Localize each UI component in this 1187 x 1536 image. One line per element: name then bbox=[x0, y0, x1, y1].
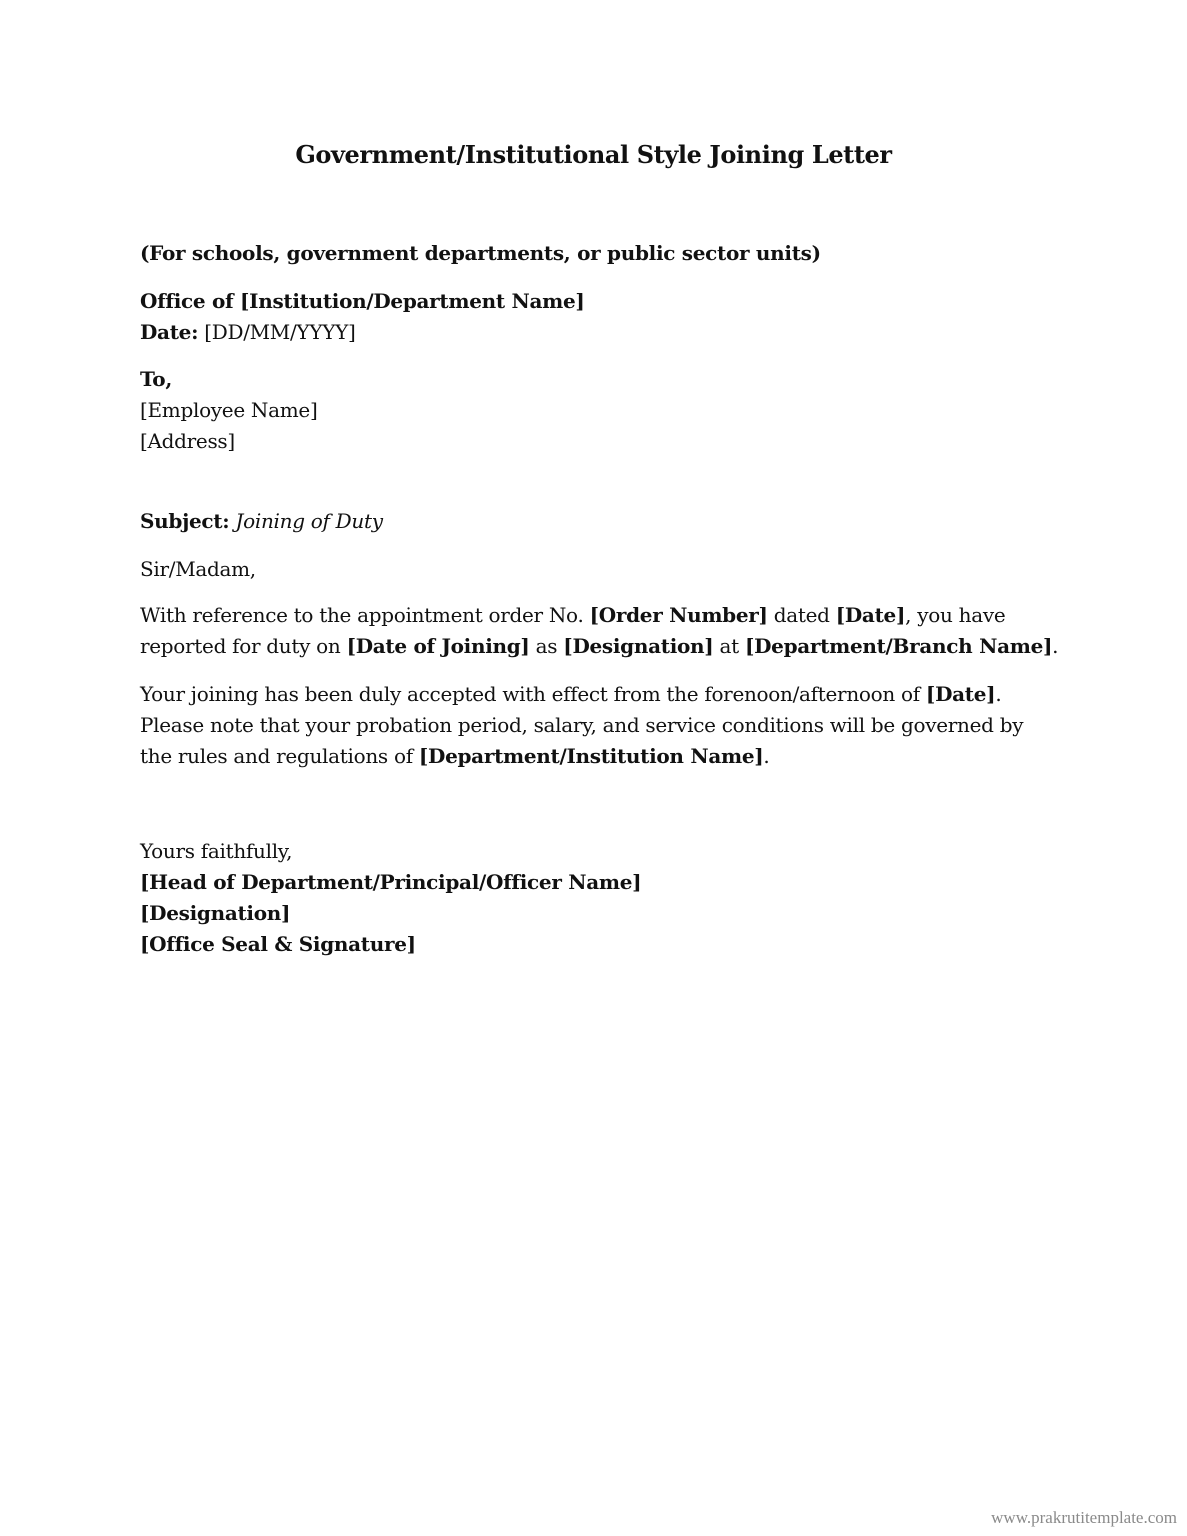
paragraph-line bbox=[140, 631, 1058, 662]
text: dated bbox=[767, 603, 836, 627]
text: Your joining has been duly accepted with effect from the forenoon/afternoon of bbox=[140, 682, 926, 706]
office-line: Office of [Institution/Department Name] bbox=[140, 289, 585, 313]
subject-label: Subject: bbox=[140, 509, 230, 533]
text: the rules and regulations of bbox=[140, 744, 419, 768]
placeholder-date: [Date] bbox=[925, 682, 996, 706]
salutation: Sir/Madam, bbox=[140, 557, 256, 581]
subject-line bbox=[140, 506, 383, 537]
text: . bbox=[1052, 634, 1059, 658]
paragraph-reference bbox=[140, 600, 1058, 662]
placeholder-designation: [Designation] bbox=[563, 634, 714, 658]
paragraph-line bbox=[140, 600, 1058, 631]
office-seal: [Office Seal & Signature] bbox=[140, 932, 416, 956]
letter-header bbox=[140, 286, 585, 348]
closing-block bbox=[140, 836, 641, 960]
text: . bbox=[763, 744, 770, 768]
signatory-designation: [Designation] bbox=[140, 901, 291, 925]
document-subtitle: (For schools, government departments, or public sector units) bbox=[140, 241, 821, 265]
date-line bbox=[140, 317, 585, 348]
text: as bbox=[529, 634, 564, 658]
paragraph-line: Please note that your probation period, salary, and service conditions will be governed by bbox=[140, 713, 1024, 737]
text: , you have bbox=[905, 603, 1006, 627]
subject-value: Joining of Duty bbox=[235, 509, 383, 533]
recipient-block bbox=[140, 364, 317, 457]
paragraph-line bbox=[140, 679, 1023, 710]
document-title: Government/Institutional Style Joining Letter bbox=[295, 140, 892, 169]
to-label: To, bbox=[140, 367, 172, 391]
date-value: [DD/MM/YYYY] bbox=[204, 320, 356, 344]
placeholder-department-branch: [Department/Branch Name] bbox=[744, 634, 1053, 658]
watermark-url: www.prakrutitemplate.com bbox=[991, 1508, 1177, 1527]
signatory-name: [Head of Department/Principal/Officer Name] bbox=[140, 870, 642, 894]
text: . bbox=[995, 682, 1002, 706]
placeholder-date-of-joining: [Date of Joining] bbox=[346, 634, 530, 658]
text: at bbox=[713, 634, 745, 658]
paragraph-line bbox=[140, 741, 1023, 772]
text: reported for duty on bbox=[140, 634, 347, 658]
placeholder-date: [Date] bbox=[835, 603, 906, 627]
date-label: Date: bbox=[140, 320, 199, 344]
recipient-name: [Employee Name] bbox=[140, 398, 318, 422]
paragraph-acceptance bbox=[140, 679, 1023, 772]
valediction: Yours faithfully, bbox=[140, 839, 293, 863]
placeholder-order-number: [Order Number] bbox=[589, 603, 768, 627]
recipient-address: [Address] bbox=[140, 429, 235, 453]
text: With reference to the appointment order No. bbox=[140, 603, 590, 627]
placeholder-department-institution: [Department/Institution Name] bbox=[418, 744, 764, 768]
